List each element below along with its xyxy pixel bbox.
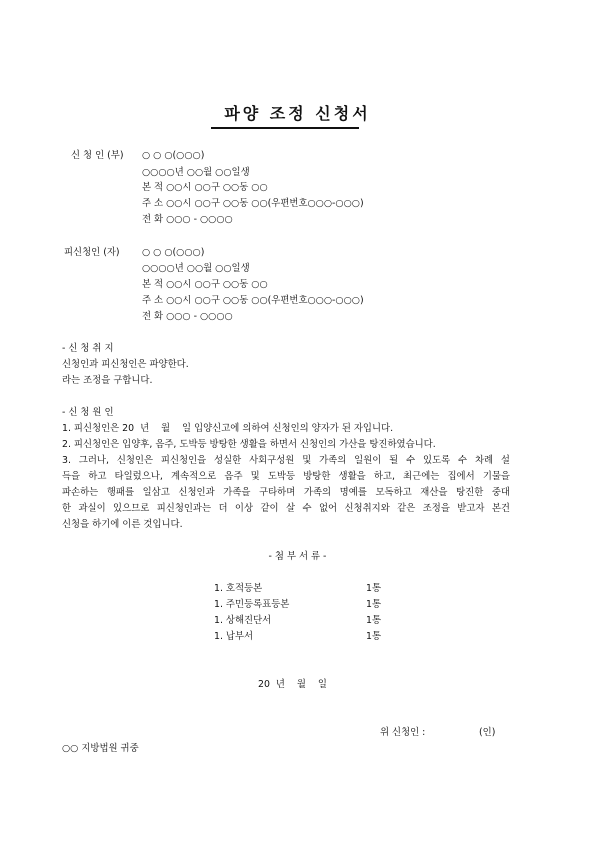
reasons-heading: - 신 청 원 인 <box>62 407 114 418</box>
attachment-count: 1통 <box>366 631 382 642</box>
attachment-count: 1통 <box>366 615 382 626</box>
respondent-address: 주 소 ○○시 ○○구 ○○동 ○○(우편번호○○○-○○○) <box>142 295 364 306</box>
attachment-name: 1. 호적등본 <box>214 583 263 594</box>
attachment-name: 1. 주민등록표등본 <box>214 599 290 610</box>
reason-item-2: 2. 피신청인은 입양후, 음주, 도박등 방탕한 생활을 하면서 신청인의 가산을 탕진하였습니다. <box>62 439 436 450</box>
attachment-count: 1통 <box>366 599 382 610</box>
applicant-address: 주 소 ○○시 ○○구 ○○동 ○○(우편번호○○○-○○○) <box>142 198 364 209</box>
respondent-name: ○ ○ ○(○○○) <box>142 247 205 258</box>
document-title: 파양 조정 신청서 <box>224 104 371 123</box>
purpose-line: 라는 조정을 구합니다. <box>62 375 153 386</box>
applicant-name: ○ ○ ○(○○○) <box>142 150 205 161</box>
applicant-label: 신 청 인 (부) <box>71 150 124 161</box>
reason-item-3-line: 신청을 하기에 이른 것입니다. <box>62 519 183 530</box>
attachment-count: 1통 <box>366 583 382 594</box>
reason-item-3-line: 파손하는 행패를 일삼고 신청인과 가족을 구타하며 가족의 명예를 모독하고 재산을 탕진한 중대 <box>62 487 510 498</box>
respondent-label: 피신청인 (자) <box>64 247 120 258</box>
purpose-line: 신청인과 피신청인은 파양한다. <box>62 359 189 370</box>
title-underline <box>211 127 359 129</box>
filing-date: 20 년 월 일 <box>258 679 327 690</box>
reason-item-1: 1. 피신청인은 20 년 월 일 입양신고에 의하여 신청인의 양자가 된 자입니다. <box>62 423 394 434</box>
attachment-name: 1. 상해진단서 <box>214 615 272 626</box>
reason-item-3-line: 한 과실이 있으므로 피신청인과는 더 이상 같이 살 수 없어 신청취지와 같은 조정을 받고자 본건 <box>62 503 510 514</box>
respondent-birth: ○○○○년 ○○월 ○○일생 <box>142 263 250 274</box>
attachment-name: 1. 납부서 <box>214 631 254 642</box>
reason-item-3-line: 3. 그러나, 신청인은 피신청인을 성실한 사회구성원 및 가족의 일원이 될 수 있도록 수 차례 설 <box>62 455 510 466</box>
signature-line: 위 신청인 : (인) <box>380 727 496 738</box>
applicant-phone: 전 화 ○○○ - ○○○○ <box>142 214 233 225</box>
respondent-domicile: 본 적 ○○시 ○○구 ○○동 ○○ <box>142 279 268 290</box>
respondent-phone: 전 화 ○○○ - ○○○○ <box>142 311 233 322</box>
attachments-heading: - 첨 부 서 류 - <box>268 551 327 562</box>
purpose-heading: - 신 청 취 지 <box>62 343 114 354</box>
court-addressee: ○○ 지방법원 귀중 <box>62 743 139 754</box>
applicant-domicile: 본 적 ○○시 ○○구 ○○동 ○○ <box>142 182 268 193</box>
reason-item-3-line: 득을 하고 타일렀으나, 계속적으로 음주 및 도박등 방탕한 생활을 하고, 최근에는 집에서 기물을 <box>62 471 510 482</box>
applicant-birth: ○○○○년 ○○월 ○○일생 <box>142 167 250 178</box>
